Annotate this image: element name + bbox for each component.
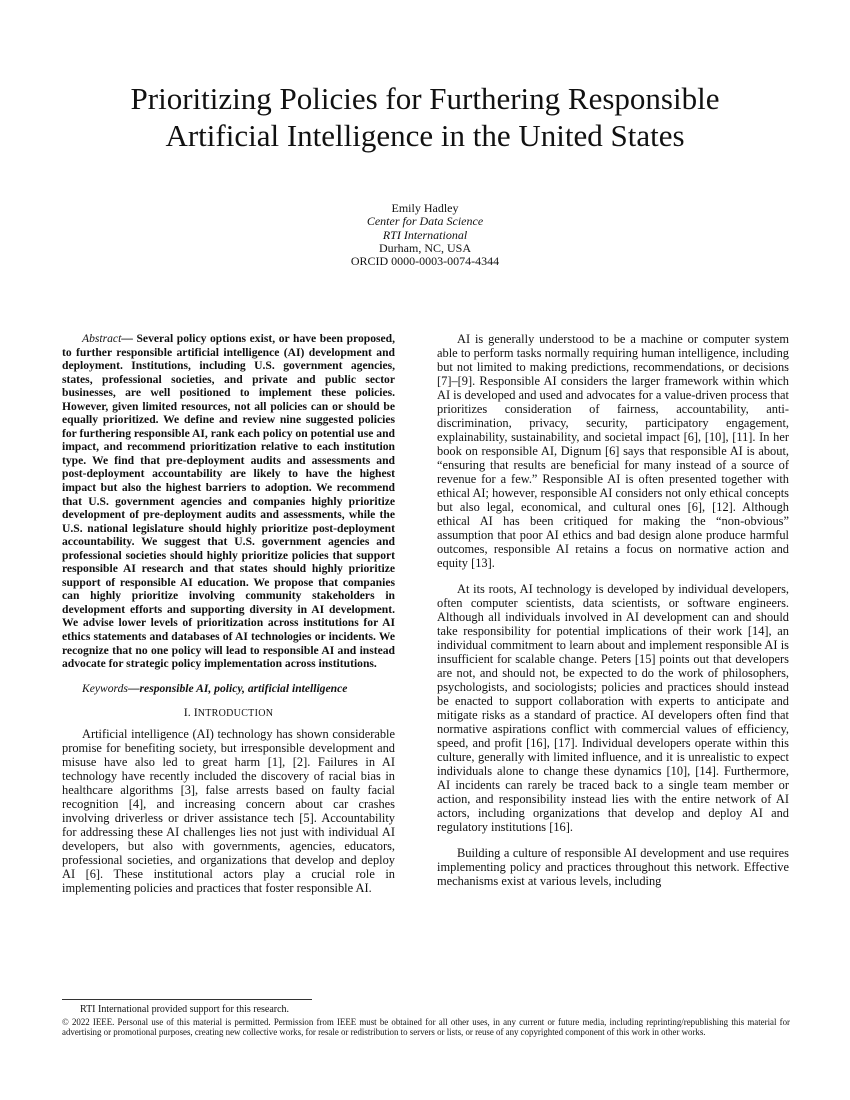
abstract bbox=[62, 332, 395, 671]
abstract-label: Abstract bbox=[82, 332, 122, 345]
title-line-2: Artificial Intelligence in the United States bbox=[165, 118, 685, 153]
author-organization: RTI International bbox=[382, 227, 468, 242]
author-orcid: ORCID 0000-0003-0074-4344 bbox=[350, 254, 500, 269]
section-initial: I bbox=[193, 704, 198, 719]
keywords bbox=[62, 682, 395, 696]
abstract-text: — Several policy options exist, or have been proposed, to further responsible artificial intelligence (AI) development and deployment. Institutions, including U.S. government agencies, states, professional societies, and private and public sector businesses, are well positioned to implement these policies. However, given limited resources, not all policies can or should be equally prioritized. We define and review nine suggested policies for furthering responsible AI, rank each policy on potential use and impact, and recommend prioritization relative to each institution type. We find that pre-deployment audits and assessments and post-deployment accountability are likely to have the highest impact but also the highest barriers to adoption. We recommend that U.S. government agencies and companies highly prioritize development of pre-deployment audits and assessments, while the U.S. national legislature should highly prioritize post-deployment accountability. We suggest that U.S. government agencies and professional societies should highly prioritize policies that support responsible AI research and that states should highly prioritize support of responsible AI education. We propose that companies can highly prioritize involving community stakeholders in development efforts and supporting diversity in AI development. We advise lower levels of prioritization across institutions for AI ethics statements and databases of AI technologies or incidents. We recognize that no one policy will lead to responsible AI and instead advocate for strategic policy implementation across institutions. bbox=[62, 332, 395, 671]
author-department: Center for Data Science bbox=[366, 214, 484, 229]
section-title-rest: NTRODUCTION bbox=[197, 707, 274, 719]
keywords-text: —responsible AI, policy, artificial intelligence bbox=[127, 681, 348, 695]
right-column bbox=[437, 332, 789, 888]
body-paragraph: AI is generally understood to be a machine or computer system able to perform tasks normally requiring human intelligence, including but not limited to making predictions, recommendations, or decisions [7]–[9]. Responsible AI considers the larger framework within which AI is developed and used and advocates for a value-driven process that prioritizes consideration of fairness, accountability, anti-discrimination, privacy, security, participatory engagement, explainability, sustainability, and societal impact [6], [10], [11]. In her book on responsible AI, Dignum [6] says that responsible AI is about, “ensuring that results are beneficial for many instead of a source of revenue for a few.” Responsible AI is often presented together with ethical AI; however, responsible AI considers not only ethical concepts but also legal, economical, and cultural ones [6], [12]. Although ethical AI has been critiqued for making the “non-obvious” assumption that poor AI ethics and bad design alone produce harmful outcomes, responsible AI retains a focus on normative action and equity [13]. bbox=[437, 332, 789, 570]
footnote-copyright: © 2022 IEEE. Personal use of this material is permitted. Permission from IEEE must be obtained for all other uses, in any current or future media, including reprinting/republishing this material for advertising or promotional purposes, creating new collective works, for resale or redistribution to servers or lists, or reuse of any copyrighted component of this work in other works. bbox=[62, 1017, 790, 1038]
body-paragraph: At its roots, AI technology is developed by individual developers, often computer scientists, data scientists, or software engineers. Although all individuals involved in AI development can and should take responsibility for potential implications of their work [14], an individual commitment to learn about and implement responsible AI is insufficient for scalable change. Peters [15] points out that developers are not, and should not, be expected to do the work of philosophers, psychologists, and sociologists; policies and practices should instead be enacted to support collaboration with experts to anticipate and mitigate risks as a standard of practice. AI developers often find that normative aspirations conflict with commercial values of efficiency, speed, and profit [16], [17]. Individual developers operate within this culture, generally with limited influence, and it is unrealistic to expect individuals alone to change these dynamics [10], [14]. Furthermore, AI incidents can rarely be traced back to a single team member or action, and responsibility instead lies with the entire network of AI actors, including organizations that develop and deploy AI and regulatory institutions [16]. bbox=[437, 582, 789, 834]
left-column bbox=[62, 332, 395, 895]
section-numeral: I. bbox=[183, 704, 191, 719]
keywords-label: Keywords bbox=[82, 681, 128, 695]
intro-paragraph: Artificial intelligence (AI) technology has shown considerable promise for benefiting society, but irresponsible development and misuse have also led to great harm [1], [2]. Failures in AI technology have recently included the discovery of racial bias in healthcare algorithms [3], false arrests based on faulty facial recognition [4], and increasing concern about car crashes involving driverless or driver assistance tech [5]. Accountability for addressing these AI challenges lies not just with individual AI developers, but also with governments, agencies, educators, professional societies, and organizations that develop and deploy AI [6]. These institutional actors play a crucial role in implementing policies and practices that foster responsible AI. bbox=[62, 726, 395, 895]
footnote-support: RTI International provided support for this research. bbox=[80, 1004, 290, 1015]
author-name: Emily Hadley bbox=[391, 201, 459, 215]
title-line-1: Prioritizing Policies for Furthering Responsible bbox=[130, 81, 720, 116]
section-heading-introduction bbox=[62, 705, 395, 721]
author-block bbox=[200, 202, 650, 268]
body-paragraph: Building a culture of responsible AI development and use requires implementing policy and practices throughout this network. Effective mechanisms exist at various levels, including bbox=[437, 846, 789, 888]
footnote-rule bbox=[62, 999, 312, 1000]
author-location: Durham, NC, USA bbox=[379, 240, 471, 255]
paper-title bbox=[60, 80, 790, 154]
